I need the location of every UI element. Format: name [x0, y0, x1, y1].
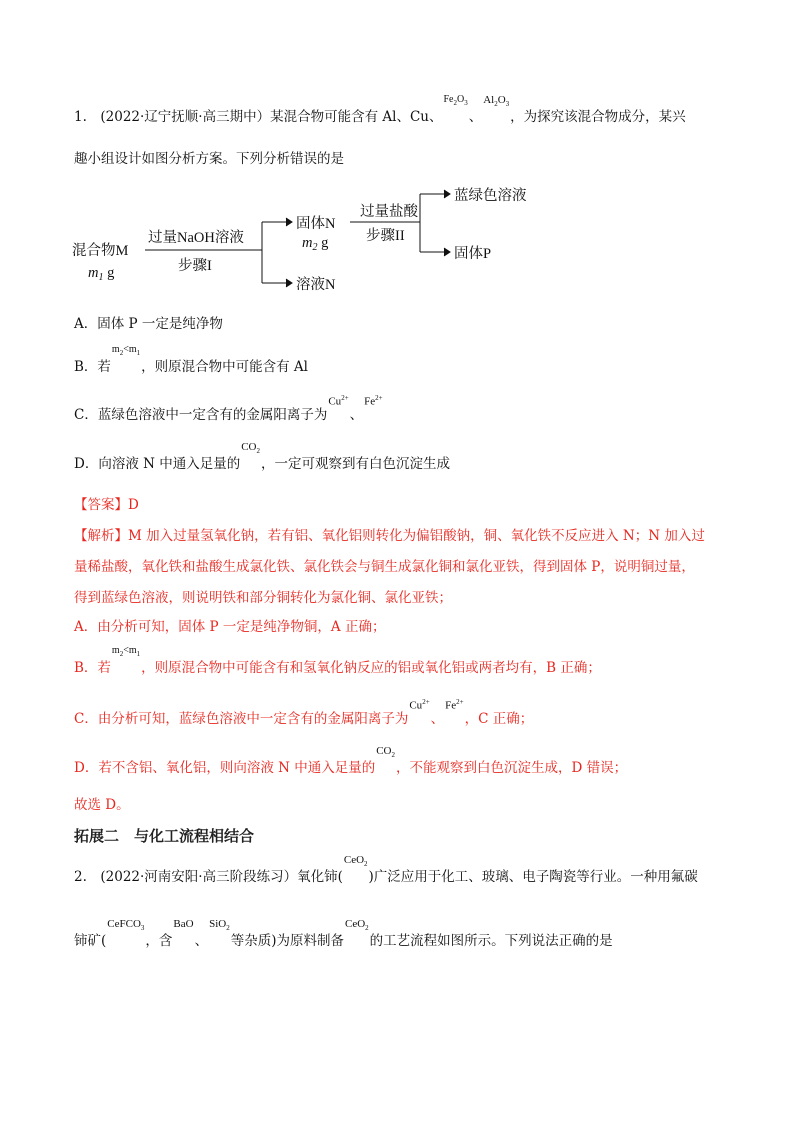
q1-line-2: 趣小组设计如图分析方案。下列分析错误的是 [74, 151, 344, 167]
option-b [74, 344, 308, 376]
q2-line-2 [74, 918, 613, 950]
explanation-d-prefix: D．若不含铝、氧化铝，则向溶液 N 中通入足量的 [74, 760, 376, 776]
formula-fe2o3: $Fe_2O_3$ [443, 94, 468, 107]
explanation-d-suffix: ，不能观察到白色沉淀生成，D 错误； [396, 760, 628, 776]
option-b-prefix: B．若 [74, 359, 111, 375]
explanation-line-3: 得到蓝绿色溶液，则说明铁和部分铜转化为氯化铜、氯化亚铁； [74, 590, 452, 606]
formula-fe-ion: $Fe^{2+}$ [364, 394, 383, 408]
formula-ceo2: CeO$_2$ [343, 854, 368, 869]
explanation-c-suffix: ，C 正确； [464, 711, 534, 727]
explanation-b-prefix: B．若 [74, 660, 111, 676]
flow-mixture: 混合物M [72, 243, 129, 259]
option-d-prefix: D．向溶液 N 中通入足量的 [74, 456, 241, 472]
option-c [74, 394, 384, 424]
flow-solidP: 固体P [454, 246, 492, 262]
flow-arrowhead-solutionN [286, 279, 292, 287]
answer-label: 【答案】D [74, 497, 139, 513]
option-b-suffix: ，则原混合物中可能含有 Al [141, 359, 308, 375]
formula-ceo2-product: CeO$_2$ [344, 918, 369, 933]
flow-step1-label: 步骤I [178, 258, 212, 274]
explanation-b [74, 645, 601, 677]
explanation-a: A．由分析可知，固体 P 一定是纯净物铜，A 正确； [74, 619, 386, 635]
flow-bluegreen-solution: 蓝绿色溶液 [454, 188, 527, 204]
q2-text-a: 铈矿( [74, 933, 107, 949]
option-c-mid: 、 [349, 407, 364, 423]
flow-step2-label: 步骤II [366, 228, 405, 244]
q2-text-c: 、 [194, 933, 209, 949]
flow-diagram [70, 180, 550, 300]
explanation-final: 故选 D。 [74, 797, 130, 813]
formula-co2-red: $CO_2$ [376, 745, 395, 760]
flow-arrowhead-bluegreen [444, 190, 450, 198]
formula-cu-ion-red: $Cu^{2+}$ [409, 698, 430, 712]
option-c-prefix: C．蓝绿色溶液中一定含有的金属阳离子为 [74, 407, 328, 423]
formula-bao: BaO [173, 918, 194, 930]
explanation-b-suffix: ，则原混合物中可能含有和氢氧化钠反应的铝或氧化铝或两者均有，B 正确； [141, 660, 601, 676]
q2-text-d: 等杂质)为原料制备 [230, 933, 344, 949]
formula-al2o3: $Al_2O_3$ [483, 94, 510, 109]
formula-m-compare: $m_2<m_1$ [111, 344, 141, 357]
option-d-suffix: ，一定可观察到有白色沉淀生成 [261, 456, 450, 472]
q2-line-1 [74, 854, 698, 886]
flow-step1-reagent: 过量NaOH溶液 [148, 230, 244, 246]
formula-cefco3: CeFCO$_3$ [107, 918, 145, 933]
explanation-c [74, 698, 534, 728]
explanation-line-2: 量稀盐酸，氧化铁和盐酸生成氯化铁、氯化铁会与铜生成氯化铜和氯化亚铁，得到固体 P，说明铜过量， [74, 559, 695, 575]
option-a: A．固体 P 一定是纯净物 [74, 316, 223, 332]
formula-fe-ion-red: $Fe^{2+}$ [445, 698, 464, 712]
flow-arrowhead-solidP [444, 248, 450, 256]
formula-m-compare-red: $m_2<m_1$ [111, 645, 141, 658]
explanation-line-1: 【解析】M 加入过量氢氧化钠，若有铝、氧化铝则转化为偏铝酸钠，铜、氧化铁不反应进入 N；N 加入过 [74, 528, 705, 544]
q1-stem-end: ，为探究该混合物成分，某兴 [510, 109, 686, 125]
flow-step2-reagent: 过量盐酸 [360, 204, 418, 220]
q1-separator: 、 [468, 109, 483, 125]
formula-sio2: SiO$_2$ [209, 918, 230, 933]
explanation-d [74, 745, 628, 777]
flow-m2: $m_2$ g [302, 235, 329, 253]
flow-solutionN: 溶液N [296, 277, 336, 293]
explanation-c-prefix: C．由分析可知，蓝绿色溶液中一定含有的金属阳离子为 [74, 711, 409, 727]
flow-solidN: 固体N [296, 216, 336, 232]
q1-line-1 [74, 94, 686, 126]
q2-stem-start: 2. (2022·河南安阳·高三阶段练习）氧化铈( [74, 869, 343, 885]
q2-text-b: ，含 [145, 933, 173, 949]
formula-co2: $CO_2$ [241, 441, 260, 456]
explanation-c-mid: 、 [430, 711, 445, 727]
flow-arrowhead-solidN [286, 218, 292, 226]
option-d [74, 441, 450, 473]
flow-m1: $m_1$ g [88, 265, 115, 283]
section-heading: 拓展二 与化工流程相结合 [74, 827, 255, 845]
q1-stem-start: 1. (2022·辽宁抚顺·高三期中）某混合物可能含有 Al、Cu、 [74, 109, 443, 125]
formula-cu-ion: $Cu^{2+}$ [328, 394, 349, 408]
q2-stem-end: )广泛应用于化工、玻璃、电子陶瓷等行业。一种用氟碳 [368, 869, 698, 885]
q2-text-e: 的工艺流程如图所示。下列说法正确的是 [369, 933, 613, 949]
